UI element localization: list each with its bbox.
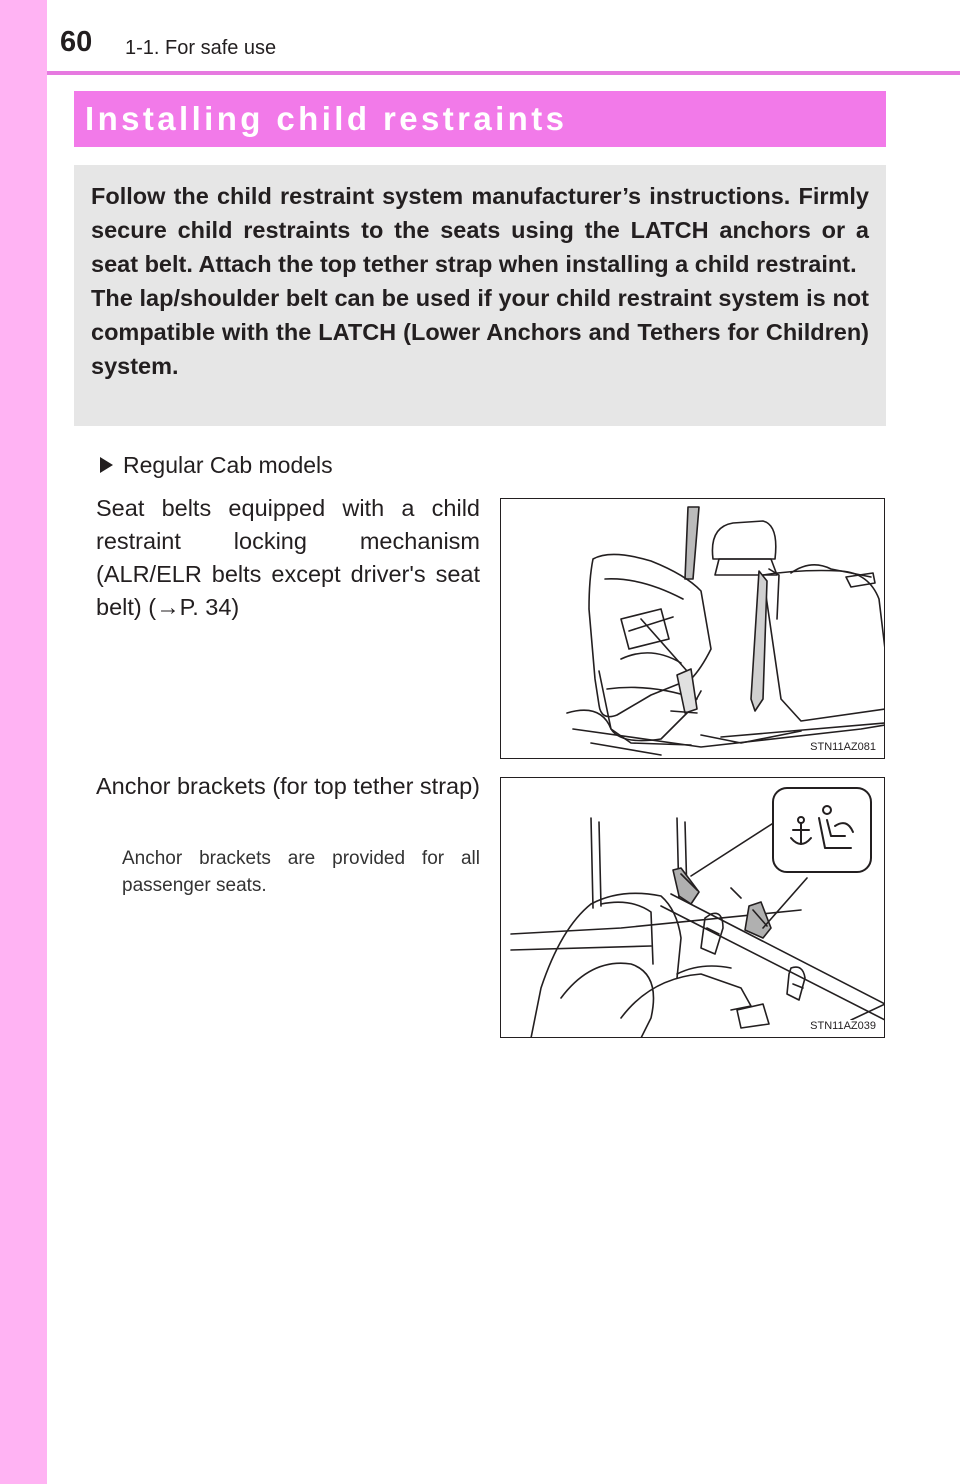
side-color-band — [0, 0, 47, 1484]
section-label: 1-1. For safe use — [125, 37, 277, 59]
page-title: Installing child restraints — [85, 100, 568, 137]
figure-code: STN11AZ039 — [810, 1020, 876, 1032]
figure-code: STN11AZ081 — [810, 741, 876, 753]
intro-box — [74, 165, 886, 426]
anchor-brackets-note: Anchor brackets are provided for all passenger seats. — [122, 848, 480, 896]
seat-belt-description: Seat belts equipped with a child restraint locking mechanism (ALR/ELR belts except driver's seat belt) (→P. 34) — [96, 495, 480, 620]
anchor-brackets-illustration — [501, 778, 885, 1038]
header-divider — [47, 71, 960, 75]
page-number: 60 — [60, 26, 93, 58]
figure-child-seat — [500, 498, 885, 759]
triangle-arrow-icon — [100, 457, 113, 473]
figure-anchor-brackets — [500, 777, 885, 1038]
subsection-heading-text: Regular Cab models — [123, 452, 333, 478]
child-seat-illustration — [501, 499, 885, 759]
anchor-brackets-description: Anchor brackets (for top tether strap) — [96, 773, 480, 799]
intro-paragraph-2: The lap/shoulder belt can be used if your child restraint system is not compatible with the LATCH (Lower Anchors and Tethers for Children) system. — [91, 285, 869, 379]
intro-paragraph-1: Follow the child restraint system manufacturer’s instructions. Firmly secure child restraints to the seats using the LATCH anchors or a seat belt. Attach the top tether strap when installing a child restraint. — [91, 183, 869, 277]
subsection-heading — [100, 450, 333, 480]
title-bar — [74, 91, 886, 147]
